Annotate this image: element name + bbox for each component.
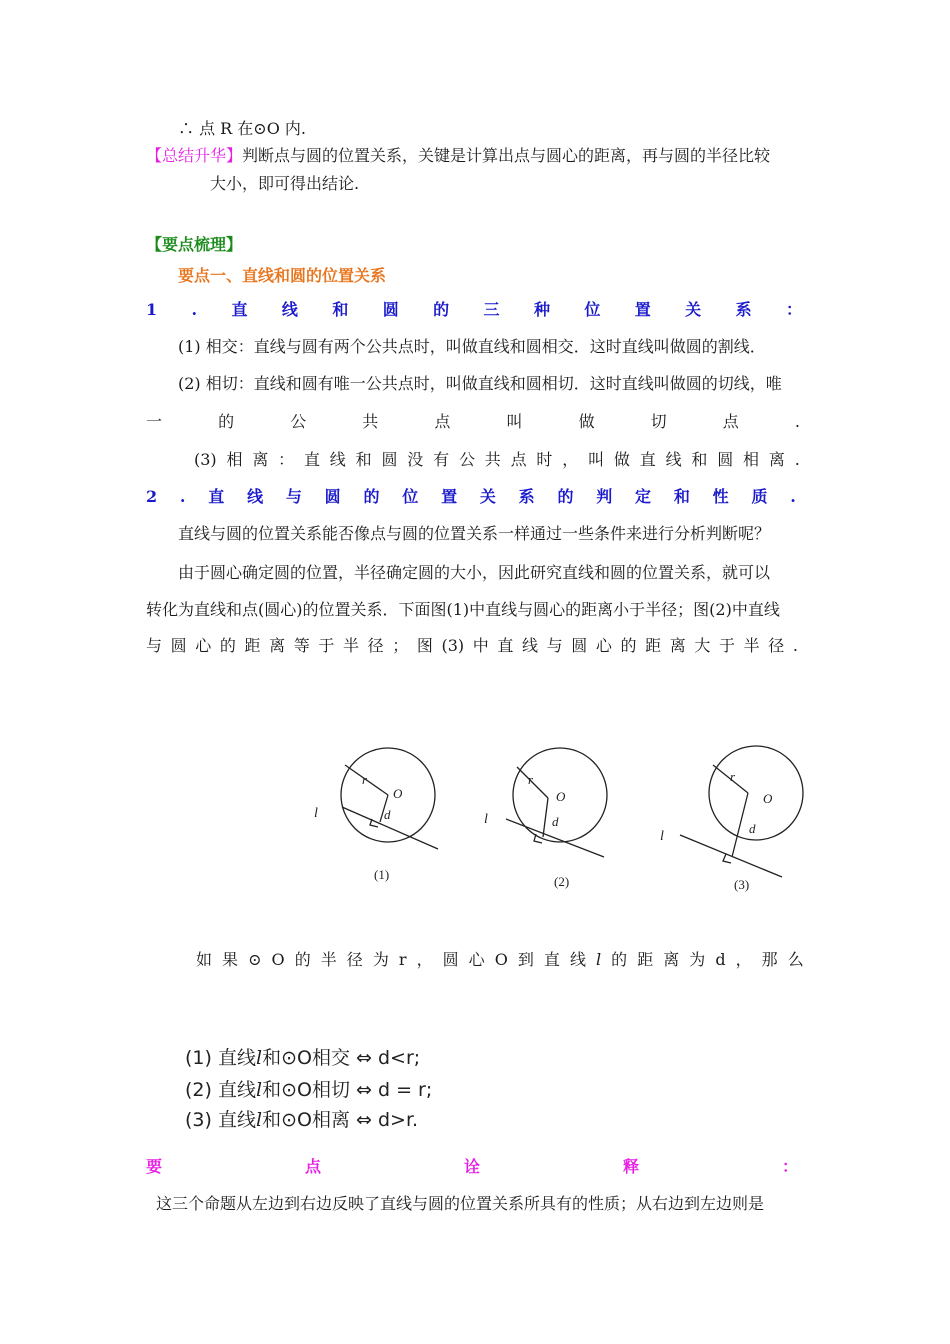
therefore-line: ∴ 点 R 在⊙O 内. <box>178 119 307 138</box>
intersect-definition: (1) 相交：直线与圆有两个公共点时，叫做直线和圆相交．这时直线叫做圆的割线． <box>178 337 766 356</box>
figure-3-o-label: O <box>763 791 773 806</box>
condition-line: 如 果 ⊙ O 的 半 径 为 r ， 圆 心 O 到 直 线 l 的 距 离 为 d ， 那 么 <box>196 950 804 969</box>
iff-statement-1: (1) 直线l和⊙O相交 ⇔ d<r; <box>185 1047 421 1069</box>
figure-1-d-label: d <box>384 807 391 822</box>
figure-2-o-label: O <box>556 789 566 804</box>
reason-paragraph-line2: 转化为直线和点(圆心)的位置关系．下面图(1)中直线与圆心的距离小于半径；图(2)中直线 <box>146 600 780 619</box>
tangent-continuation: 一 的 公 共 点 叫 做 切 点 . <box>146 412 800 431</box>
summary-text: 判断点与圆的位置关系，关键是计算出点与圆心的距离，再与圆的半径比较 <box>242 146 771 165</box>
reason-paragraph-line1: 由于圆心确定圆的位置，半径确定圆的大小，因此研究直线和圆的位置关系，就可以 <box>178 563 771 582</box>
summary-tag: 【总结升华】 <box>146 146 243 165</box>
figure-2-d-label: d <box>552 814 559 829</box>
figure-3-separate <box>660 746 803 892</box>
section1-title: 1 . 直 线 和 圆 的 三 种 位 置 关 系 ： <box>146 300 802 319</box>
figure-2-caption: (2) <box>554 874 570 889</box>
figure-1-caption: (1) <box>374 867 390 882</box>
note-title: 要 点 诠 释 ： <box>146 1157 798 1176</box>
note-text: 这三个命题从左边到右边反映了直线与圆的位置关系所具有的性质；从右边到左边则是 <box>156 1194 765 1213</box>
figure-2-r-label: r <box>528 772 534 787</box>
figure-1-intersect <box>314 748 438 882</box>
figure-1-l-label: l <box>314 806 318 821</box>
figure-1-r-label: r <box>362 772 368 787</box>
tangent-definition: (2) 相切：直线和圆有唯一公共点时，叫做直线和圆相切．这时直线叫做圆的切线，唯 <box>178 374 782 393</box>
circle-line-figure <box>290 735 810 905</box>
figure-1-o-label: O <box>393 786 403 801</box>
figure-3-r-label: r <box>730 769 736 784</box>
summary-line <box>146 146 770 166</box>
figure-3-d-label: d <box>749 821 756 836</box>
question-paragraph: 直线与圆的位置关系能否像点与圆的位置关系一样通过一些条件来进行分析判断呢？ <box>178 524 771 543</box>
summary-continuation: 大小，即可得出结论. <box>210 174 360 193</box>
figure-2-l-label: l <box>484 812 488 827</box>
reason-paragraph-line3: 与 圆 心 的 距 离 等 于 半 径 ； 图 (3) 中 直 线 与 圆 心 的 距 离 大 于 半 径 . <box>146 636 798 655</box>
figure-3-l-label: l <box>660 829 664 844</box>
separate-definition: (3) 相 离 ： 直 线 和 圆 没 有 公 共 点 时 ， 叫 做 直 线 和 圆 相 离 . <box>194 450 800 469</box>
iff-statement-3: (3) 直线l和⊙O相离 ⇔ d>r. <box>185 1109 419 1131</box>
iff-statement-2: (2) 直线l和⊙O相切 ⇔ d = r; <box>185 1079 433 1101</box>
figure-2-tangent <box>484 748 607 889</box>
line-l-symbol: l <box>596 950 602 969</box>
figure-3-caption: (3) <box>734 877 750 892</box>
section2-title: 2 . 直 线 与 圆 的 位 置 关 系 的 判 定 和 性 质 . <box>146 487 796 506</box>
key-points-heading: 【要点梳理】 <box>146 235 243 254</box>
point-one-heading: 要点一、直线和圆的位置关系 <box>178 266 387 285</box>
